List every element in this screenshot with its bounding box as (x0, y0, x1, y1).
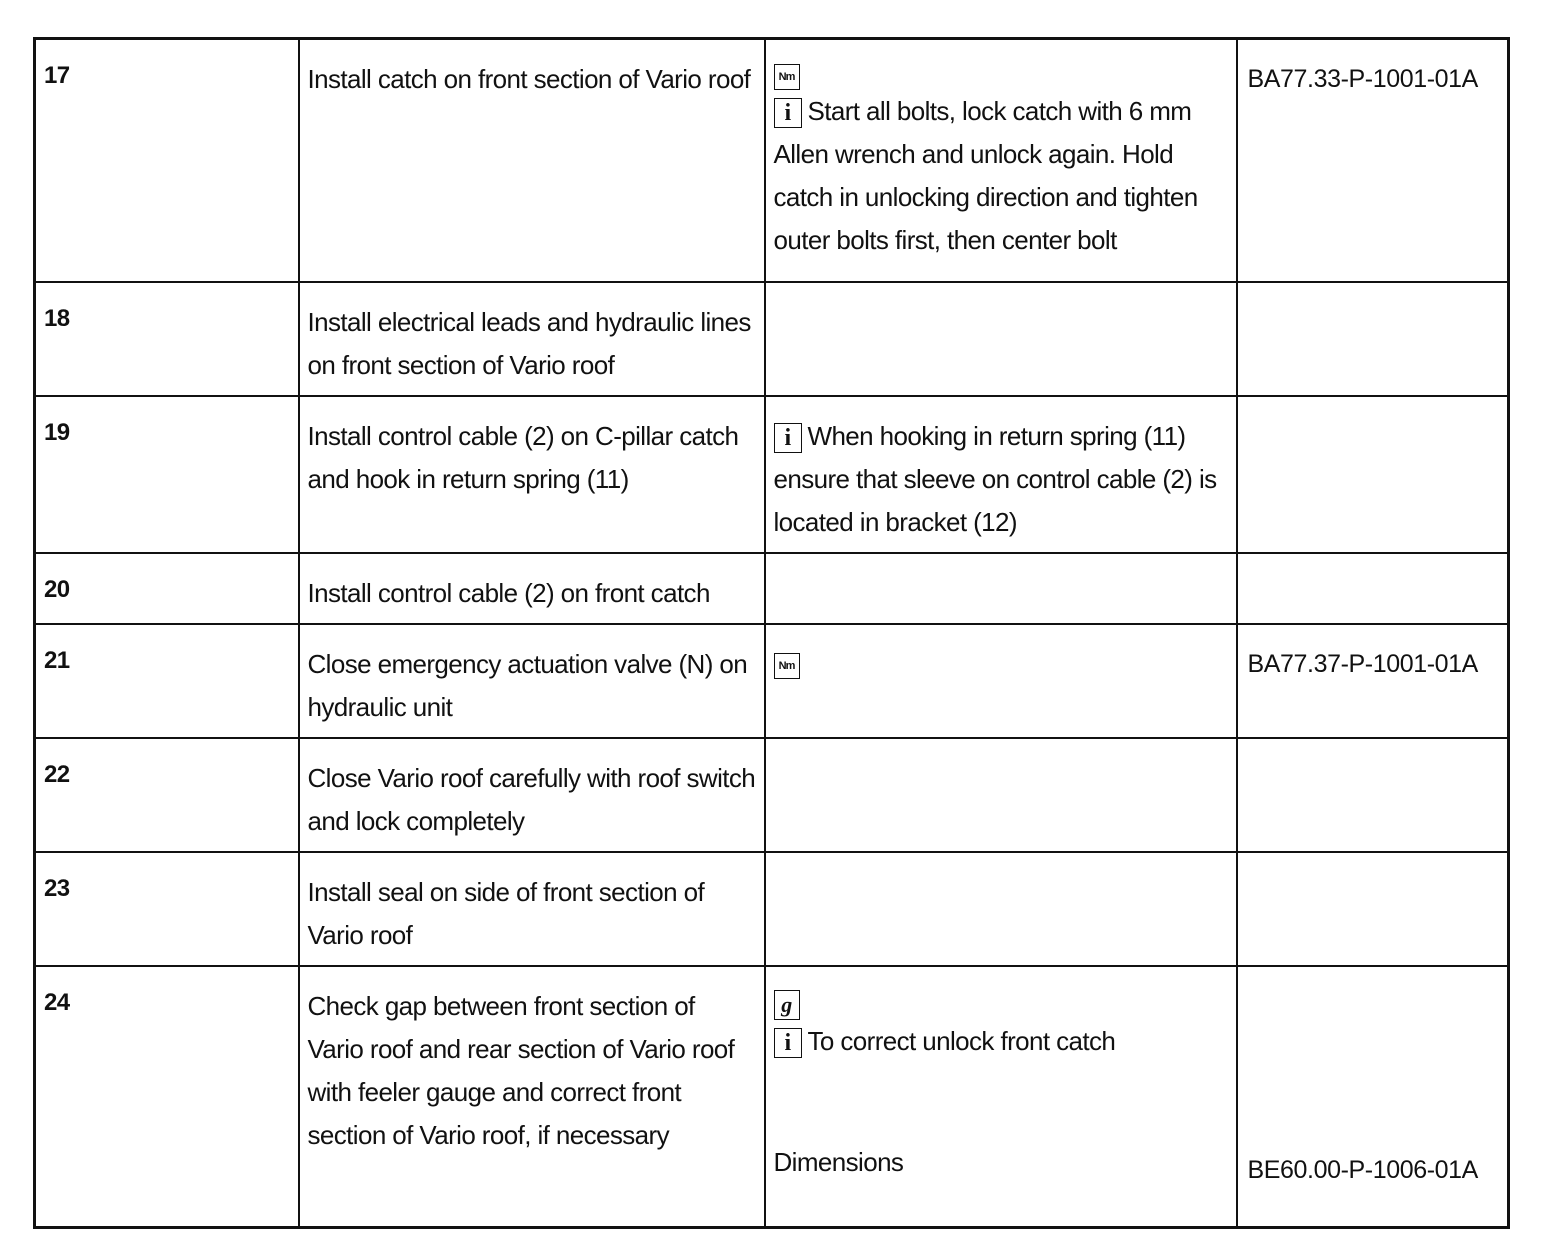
step-number: 23 (35, 852, 299, 966)
reference-code (1237, 396, 1509, 553)
reference-code (1237, 553, 1509, 624)
info-icon: i (774, 423, 802, 453)
step-description: Install seal on side of front section of Vario roof (299, 852, 765, 966)
reference-code: BA77.37-P-1001-01A (1237, 624, 1509, 738)
note-icon-line (774, 60, 1228, 90)
reference-code (1237, 738, 1509, 852)
reference-code: BE60.00-P-1006-01A (1247, 1155, 1478, 1184)
table-row (35, 738, 1509, 852)
step-note (765, 738, 1237, 852)
table-row (35, 966, 1509, 1228)
step-note (765, 624, 1237, 738)
feeler-gauge-icon: g (774, 990, 800, 1020)
note-text: When hooking in return spring (11) ensure that sleeve on control cable (2) is located in bracket (12) (773, 420, 1217, 537)
step-number: 18 (35, 282, 299, 396)
reference-cell (1237, 966, 1509, 1228)
note-text: To correct unlock front catch (807, 1025, 1116, 1056)
procedure-table (33, 37, 1510, 1229)
info-icon: i (774, 1028, 802, 1058)
step-number: 17 (35, 39, 299, 282)
step-note (765, 282, 1237, 396)
step-note (765, 852, 1237, 966)
table-row (35, 852, 1509, 966)
step-number: 21 (35, 624, 299, 738)
table-row (35, 396, 1509, 553)
step-note (765, 966, 1237, 1228)
step-note (765, 396, 1237, 553)
note-icon-line (774, 987, 1228, 1020)
step-description: Close emergency actuation valve (N) on hydraulic unit (299, 624, 765, 738)
step-number: 19 (35, 396, 299, 553)
table-row (35, 553, 1509, 624)
note-text: Start all bolts, lock catch with 6 mm Allen wrench and unlock again. Hold catch in unlocking direction and tighten outer bolts first, then center bolt (773, 96, 1198, 256)
table-row (35, 39, 1509, 282)
step-number: 22 (35, 738, 299, 852)
step-description: Check gap between front section of Vario roof and rear section of Vario roof with feeler gauge and correct front section of Vario roof, if necessary (299, 966, 765, 1228)
table-row (35, 282, 1509, 396)
step-description: Install electrical leads and hydraulic lines on front section of Vario roof (299, 282, 765, 396)
reference-code: BA77.33-P-1001-01A (1237, 39, 1509, 282)
dimensions-label: Dimensions (773, 1146, 904, 1177)
torque-nm-icon: Nm (774, 653, 800, 679)
step-description: Install control cable (2) on front catch (299, 553, 765, 624)
step-number: 24 (35, 966, 299, 1228)
step-description: Install catch on front section of Vario roof (299, 39, 765, 282)
reference-code (1237, 852, 1509, 966)
step-description: Install control cable (2) on C-pillar catch and hook in return spring (11) (299, 396, 765, 553)
table-row (35, 624, 1509, 738)
step-number: 20 (35, 553, 299, 624)
torque-nm-icon: Nm (774, 64, 800, 90)
step-description: Close Vario roof carefully with roof switch and lock completely (299, 738, 765, 852)
step-note (765, 553, 1237, 624)
info-icon: i (774, 98, 802, 128)
reference-code (1237, 282, 1509, 396)
step-note (765, 39, 1237, 282)
